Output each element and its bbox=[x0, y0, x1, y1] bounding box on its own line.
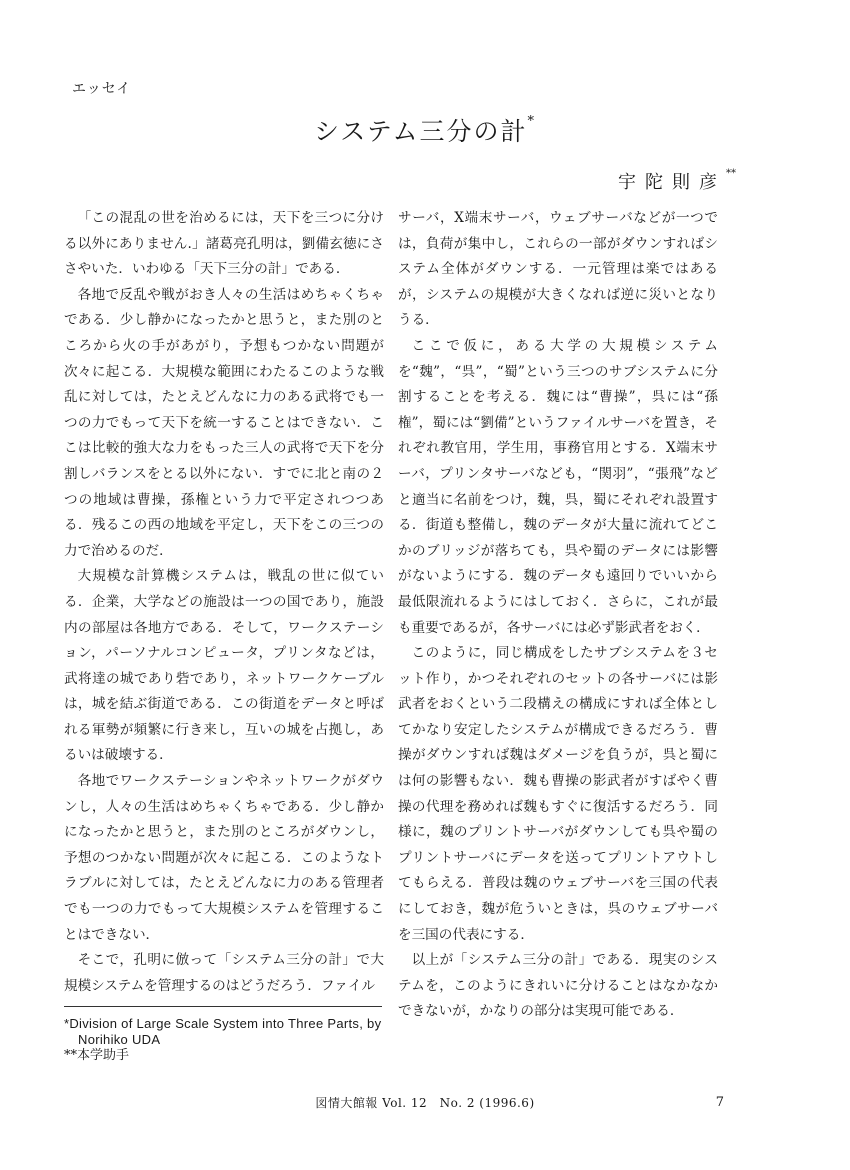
footnote-english-title: *Division of Large Scale System into Three Parts, by Norihiko UDA bbox=[64, 1016, 382, 1047]
left-column bbox=[64, 206, 384, 999]
paragraph: このように，同じ構成をしたサブシステムを３セット作り，かつそれぞれのセットの各サーバには影武者をおくという二段構えの構成にすれば全体としてかなり安定したシステムが構成できるだろう．曹操がダウンすれば魏はダメージを負うが，呉と蜀には何の影響もない．魏も曹操の影武者がすばやく曹操の代理を務めれば魏もすぐに復活するだろう．同様に，魏のプリントサーバがダウンしても呉や蜀のプリントサーバにデータを送ってプリントアウトしてもらえる．普段は魏のウェブサーバを三国の代表にしておき，魏が危ういときは，呉のウェブサーバを三国の代表にする． bbox=[398, 645, 718, 943]
footnote-divider bbox=[64, 1006, 382, 1007]
page-number: 7 bbox=[715, 1095, 724, 1110]
paragraph: 大規模な計算機システムは，戦乱の世に似ている．企業，大学などの施設は一つの国であり，施設内の部屋は各地方である．そして，ワークステーション，パーソナルコンピュータ，プリンタなどは，武将達の城であり砦であり，ネットワークケーブルは，城を結ぶ街道である．この街道をデータと呼ばれる軍勢が頻繁に行き来し，互いの城を占拠し，あるいは破壊する． bbox=[64, 568, 384, 764]
title-footnote-mark: * bbox=[527, 114, 536, 129]
article-title bbox=[0, 112, 850, 148]
paragraph: 各地で反乱や戦がおき人々の生活はめちゃくちゃである．少し静かになったかと思うと，また別のところから火の手があがり，予想もつかない問題が次々に起こる．大規模な範囲にわたるこのような戦乱に対しては，たとえどんなに力のある武将でも一つの力でもって天下を統一することはできない．ここは比較的強大な力をもった三人の武将で天下を分割しバランスをとる以外にない．すでに北と南の２つの地域は曹操，孫権という力で平定されつつある．残るこの西の地域を平定し，天下をこの三つの力で治めるのだ． bbox=[64, 286, 384, 559]
footnote-affiliation: **本学助手 bbox=[64, 1048, 130, 1063]
author-footnote-mark: ** bbox=[726, 168, 736, 179]
paragraph: 以上が「システム三分の計」である．現実のシステムを，このようにきれいに分けることはなかなかできないが，かなりの部分は実現可能である． bbox=[398, 952, 718, 1020]
author-text: 宇陀則彦 bbox=[618, 172, 726, 193]
right-column bbox=[398, 206, 718, 1025]
journal-footer: 図情大館報 Vol. 12 No. 2 (1996.6) bbox=[315, 1096, 535, 1110]
section-label: エッセイ bbox=[72, 81, 132, 97]
paragraph: 「この混乱の世を治めるには，天下を三つに分ける以外にありません.」諸葛亮孔明は，劉備玄徳にささやいた．いわゆる「天下三分の計」である． bbox=[64, 210, 384, 278]
paragraph: 各地でワークステーションやネットワークがダウンし，人々の生活はめちゃくちゃである．少し静かになったかと思うと，また別のところがダウンし，予想のつかない問題が次々に起こる．このようなトラブルに対しては，たとえどんなに力のある管理者でも一つの力でもって大規模システムを管理することはできない． bbox=[64, 773, 384, 943]
title-text: システム三分の計 bbox=[313, 117, 528, 146]
paragraph: そこで，孔明に倣って「システム三分の計」で大規模システムを管理するのはどうだろう．ファイル bbox=[64, 952, 384, 994]
paragraph: ここで仮に，ある大学の大規模システムを“魏”，“呉”，“蜀”という三つのサブシステムに分割することを考える．魏には“曹操”，呉には“孫権”，蜀には“劉備”というファイルサーバを置き，それぞれ教官用，学生用，事務官用とする．X端末サーバ，プリンタサーバなども，“関羽”，“張飛”などと適当に名前をつけ，魏，呉，蜀にそれぞれ設置する．街道も整備し，魏のデータが大量に流れてどこかのブリッジが落ちても，呉や蜀のデータには影響がないようにする．魏のデータも遠回りでいいから最低限流れるようにはしておく．さらに，これが最も重要であるが，各サーバには必ず影武者をおく． bbox=[398, 337, 718, 636]
footnotes bbox=[64, 1016, 384, 1064]
author-name bbox=[618, 168, 736, 194]
paragraph: サーバ，X端末サーバ，ウェブサーバなどが一つでは，負荷が集中し，これらの一部がダウンすればシステム全体がダウンする．一元管理は楽ではあるが，システムの規模が大きくなれば逆に災いとなりうる． bbox=[398, 210, 718, 329]
